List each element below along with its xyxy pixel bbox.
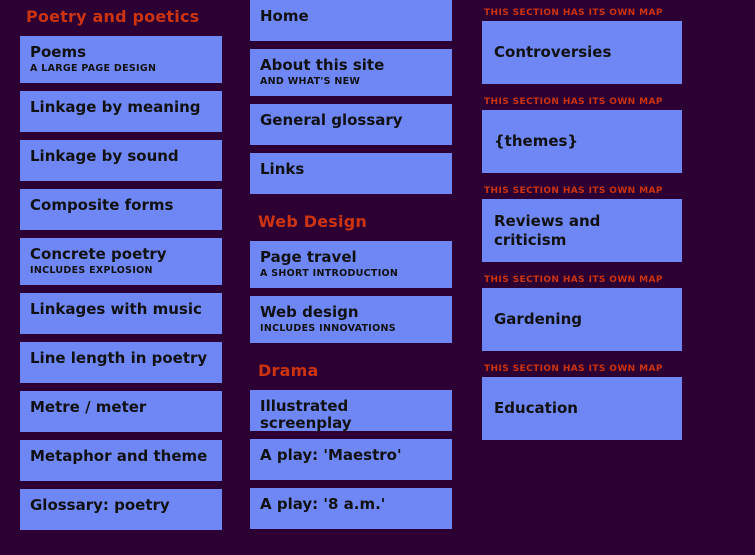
link-card-line-length-in-poetry[interactable] bbox=[20, 342, 222, 383]
column-sections-with-maps bbox=[482, 0, 682, 453]
section-heading-drama: Drama bbox=[258, 361, 319, 380]
link-card-themes[interactable] bbox=[482, 110, 682, 173]
section-heading-poetry: Poetry and poetics bbox=[26, 7, 200, 26]
card-title: Linkage by sound bbox=[30, 147, 179, 165]
link-card-links[interactable] bbox=[250, 153, 452, 194]
link-card-linkage-by-sound[interactable] bbox=[20, 140, 222, 181]
link-card-illustrated-screenplay[interactable] bbox=[250, 390, 452, 431]
card-title: Linkages with music bbox=[30, 300, 202, 318]
card-subtitle: A LARGE PAGE DESIGN bbox=[30, 63, 157, 75]
link-card-metaphor-and-theme[interactable] bbox=[20, 440, 222, 481]
card-title: Controversies bbox=[494, 43, 612, 62]
card-subtitle: INCLUDES INNOVATIONS bbox=[260, 323, 396, 335]
card-title: Illustrated screenplay bbox=[260, 397, 352, 433]
link-card-web-design[interactable] bbox=[250, 296, 452, 343]
map-note: THIS SECTION HAS ITS OWN MAP bbox=[484, 364, 663, 374]
link-card-play-8am[interactable] bbox=[250, 488, 452, 529]
link-card-metre-meter[interactable] bbox=[20, 391, 222, 432]
card-subtitle: INCLUDES EXPLOSION bbox=[30, 265, 153, 277]
card-title: Metaphor and theme bbox=[30, 447, 208, 465]
section-block-reviews-and-criticism bbox=[482, 186, 682, 262]
section-block-education bbox=[482, 364, 682, 440]
link-card-education[interactable] bbox=[482, 377, 682, 440]
card-title: Composite forms bbox=[30, 196, 174, 214]
link-card-reviews-and-criticism[interactable] bbox=[482, 199, 682, 262]
link-card-general-glossary[interactable] bbox=[250, 104, 452, 145]
link-card-page-travel[interactable] bbox=[250, 241, 452, 288]
card-title: About this site bbox=[260, 56, 385, 74]
link-card-composite-forms[interactable] bbox=[20, 189, 222, 230]
map-note: THIS SECTION HAS ITS OWN MAP bbox=[484, 186, 663, 196]
link-card-concrete-poetry[interactable] bbox=[20, 238, 222, 285]
card-title: Education bbox=[494, 399, 578, 418]
column-poetry bbox=[20, 0, 222, 538]
card-title: Metre / meter bbox=[30, 398, 147, 416]
card-title: Concrete poetry bbox=[30, 245, 167, 263]
card-title: Gardening bbox=[494, 310, 582, 329]
column-navigation bbox=[250, 0, 452, 537]
link-card-linkages-with-music[interactable] bbox=[20, 293, 222, 334]
map-note: THIS SECTION HAS ITS OWN MAP bbox=[484, 8, 663, 18]
card-title: Links bbox=[260, 160, 305, 178]
card-title: Linkage by meaning bbox=[30, 98, 201, 116]
link-card-glossary-poetry[interactable] bbox=[20, 489, 222, 530]
card-title: Reviews and criticism bbox=[494, 211, 601, 249]
top-spacer bbox=[482, 0, 682, 8]
card-title: Web design bbox=[260, 303, 359, 321]
map-note: THIS SECTION HAS ITS OWN MAP bbox=[484, 97, 663, 107]
card-title: Page travel bbox=[260, 248, 357, 266]
link-card-about-this-site[interactable] bbox=[250, 49, 452, 96]
card-title: Poems bbox=[30, 43, 87, 61]
link-card-home[interactable] bbox=[250, 0, 452, 41]
section-heading-web-design: Web Design bbox=[258, 212, 367, 231]
card-title: A play: '8 a.m.' bbox=[260, 495, 386, 513]
link-card-gardening[interactable] bbox=[482, 288, 682, 351]
section-block-controversies bbox=[482, 8, 682, 84]
card-title: {themes} bbox=[494, 132, 579, 151]
section-block-themes bbox=[482, 97, 682, 173]
card-title: General glossary bbox=[260, 111, 403, 129]
section-block-gardening bbox=[482, 275, 682, 351]
link-card-linkage-by-meaning[interactable] bbox=[20, 91, 222, 132]
card-title: A play: 'Maestro' bbox=[260, 446, 402, 464]
card-title: Line length in poetry bbox=[30, 349, 208, 367]
card-title: Home bbox=[260, 7, 309, 25]
link-card-controversies[interactable] bbox=[482, 21, 682, 84]
link-card-poems[interactable] bbox=[20, 36, 222, 83]
map-note: THIS SECTION HAS ITS OWN MAP bbox=[484, 275, 663, 285]
card-subtitle: AND WHAT'S NEW bbox=[260, 76, 361, 88]
link-card-play-maestro[interactable] bbox=[250, 439, 452, 480]
card-subtitle: A SHORT INTRODUCTION bbox=[260, 268, 399, 280]
card-title: Glossary: poetry bbox=[30, 496, 170, 514]
